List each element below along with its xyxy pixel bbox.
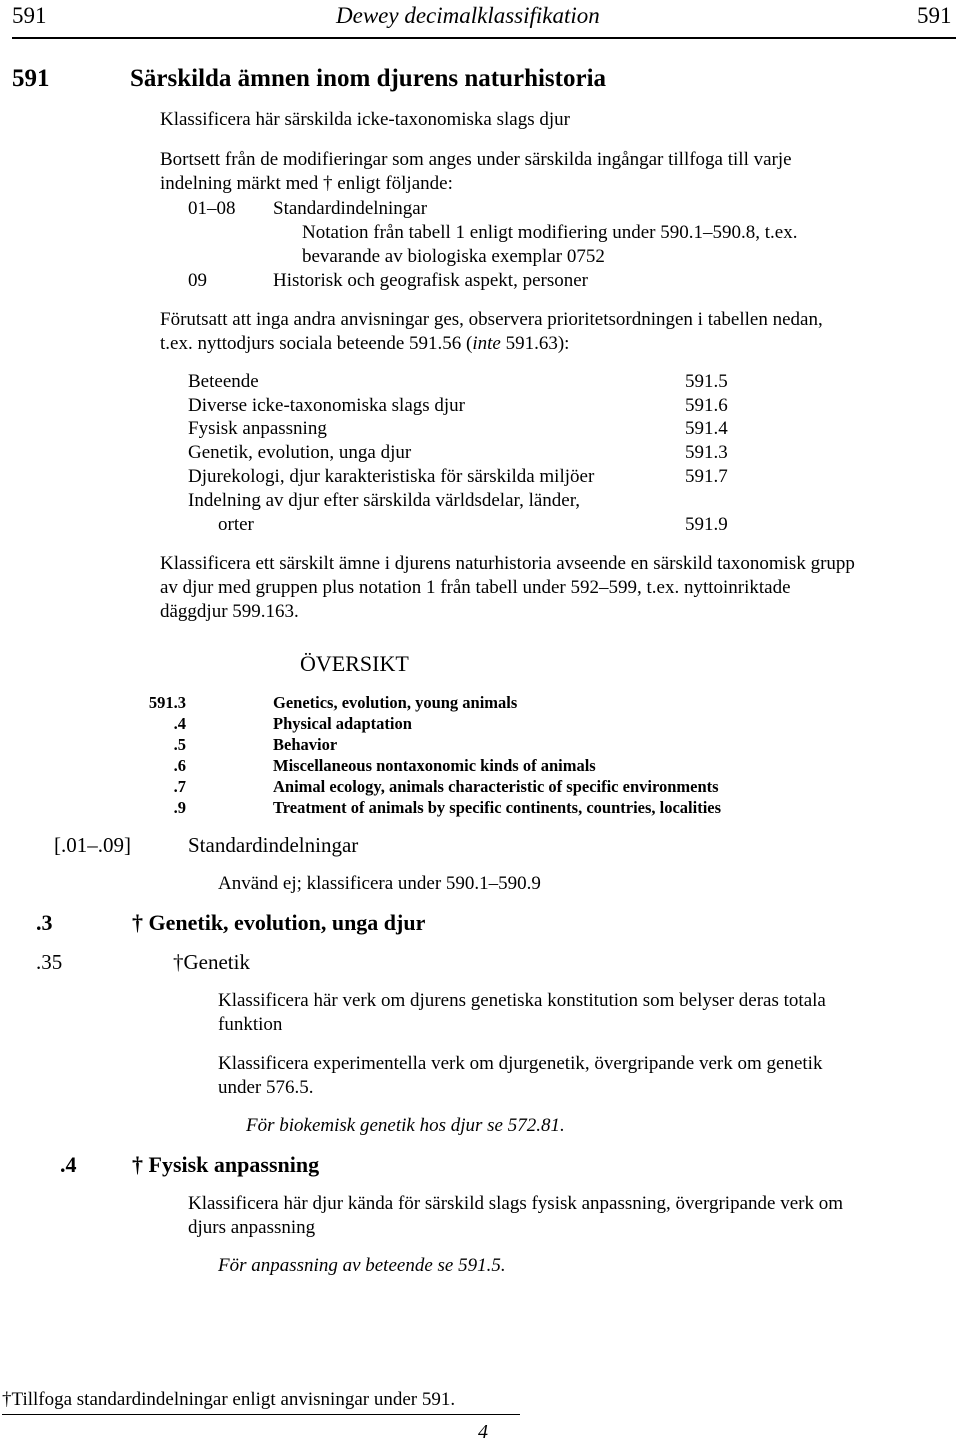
std-example: bevarande av biologiska exemplar 0752 xyxy=(302,246,605,267)
overview-label: Treatment of animals by specific continents, countries, localities xyxy=(273,798,722,817)
page-number: 4 xyxy=(478,1421,488,1443)
overview-code: .9 xyxy=(173,798,186,817)
priority-code: 591.3 xyxy=(685,442,728,463)
priority-label: Beteende xyxy=(188,371,259,392)
priority-code: 591.5 xyxy=(685,371,728,392)
std-code: 01–08 xyxy=(188,198,236,219)
std-entry-label: Standardindelningar xyxy=(188,833,359,857)
std-note: Notation från tabell 1 enligt modifiering under 590.1–590.8, t.ex. xyxy=(302,222,798,243)
entry-4-note-line-1: Klassificera här djur kända för särskild slags fysisk anpassning, övergripande verk om xyxy=(188,1193,843,1214)
header-title: Dewey decimalklassifikation xyxy=(336,3,600,28)
section-intro: Klassificera här särskilda icke-taxonomiska slags djur xyxy=(160,109,570,130)
overview-label: Animal ecology, animals characteristic of specific environments xyxy=(273,777,719,796)
priority-code: 591.4 xyxy=(685,418,728,439)
overview-code: 591.3 xyxy=(148,693,186,712)
entry-35-code: .35 xyxy=(36,950,63,974)
modifier-line-2: indelning märkt med † enligt följande: xyxy=(160,173,453,194)
overview-code: .5 xyxy=(173,735,186,754)
entry-35-note-1-line-2: funktion xyxy=(218,1014,283,1035)
header-rule xyxy=(12,37,956,39)
entry-4-code: .4 xyxy=(60,1152,77,1177)
overview-code: .6 xyxy=(173,756,186,775)
priority-code: 591.9 xyxy=(685,514,728,535)
priority-label: Djurekologi, djur karakteristiska för särskilda miljöer xyxy=(188,466,595,487)
entry-35-note-2-line-2: under 576.5. xyxy=(218,1077,314,1098)
overview-label: Behavior xyxy=(273,735,338,754)
entry-35-label: †Genetik xyxy=(173,950,250,974)
priority-line-1: Förutsatt att inga andra anvisningar ges, observera prioritetsordningen i tabellen nedan, xyxy=(160,309,823,330)
priority-line-2-italic: inte xyxy=(472,333,501,354)
entry-4-label: † Fysisk anpassning xyxy=(132,1152,320,1177)
classify-line-2: av djur med gruppen plus notation 1 från tabell under 592–599, t.ex. nyttoinriktade xyxy=(160,577,791,598)
entry-4-see-reference: För anpassning av beteende se 591.5. xyxy=(218,1255,506,1276)
entry-3-code: .3 xyxy=(36,910,53,935)
entry-35-note-2-line-1: Klassificera experimentella verk om djurgenetik, övergripande verk om genetik xyxy=(218,1053,823,1074)
entry-35-note-1-line-1: Klassificera här verk om djurens genetiska konstitution som belyser deras totala xyxy=(218,990,826,1011)
priority-label: Fysisk anpassning xyxy=(188,418,327,439)
footnote: †Tillfoga standardindelningar enligt anvisningar under 591. xyxy=(2,1389,456,1410)
overview-code: .7 xyxy=(173,777,186,796)
priority-line-2 xyxy=(160,333,569,356)
priority-code: 591.6 xyxy=(685,395,728,416)
overview-label: Genetics, evolution, young animals xyxy=(273,693,518,712)
header-left-number: 591 xyxy=(12,3,47,28)
priority-code: 591.7 xyxy=(685,466,728,487)
std-label: Standardindelningar xyxy=(273,198,428,219)
header-right-number: 591 xyxy=(917,3,952,28)
modifier-line-1: Bortsett från de modifieringar som anges under särskilda ingångar tillfoga till varje xyxy=(160,149,792,170)
overview-label: Miscellaneous nontaxonomic kinds of animals xyxy=(273,756,596,775)
overview-code: .4 xyxy=(173,714,186,733)
footer-rule xyxy=(2,1414,520,1415)
std-entry-note: Använd ej; klassificera under 590.1–590.9 xyxy=(218,873,541,894)
priority-line-2-pre: t.ex. nyttodjurs sociala beteende 591.56 ( xyxy=(160,333,473,354)
priority-label: Genetik, evolution, unga djur xyxy=(188,442,412,463)
section-title: Särskilda ämnen inom djurens naturhistoria xyxy=(130,65,607,92)
overview-label: Physical adaptation xyxy=(273,714,412,733)
std-entry-code: [.01–.09] xyxy=(54,833,131,857)
entry-35-see-reference: För biokemisk genetik hos djur se 572.81. xyxy=(246,1115,565,1136)
priority-line-2-post: 591.63): xyxy=(500,333,570,354)
entry-4-note-line-2: djurs anpassning xyxy=(188,1217,316,1238)
hist-code: 09 xyxy=(188,270,207,291)
classify-line-3: däggdjur 599.163. xyxy=(160,601,299,622)
hist-label: Historisk och geografisk aspekt, personer xyxy=(273,270,589,291)
priority-label: Diverse icke-taxonomiska slags djur xyxy=(188,395,466,416)
section-number: 591 xyxy=(12,65,50,92)
priority-label: orter xyxy=(218,514,254,535)
priority-label: Indelning av djur efter särskilda världsdelar, länder, xyxy=(188,490,581,511)
classify-line-1: Klassificera ett särskilt ämne i djurens naturhistoria avseende en särskild taxonomisk grupp xyxy=(160,553,855,574)
overview-title: ÖVERSIKT xyxy=(300,651,409,676)
entry-3-label: † Genetik, evolution, unga djur xyxy=(132,910,426,935)
